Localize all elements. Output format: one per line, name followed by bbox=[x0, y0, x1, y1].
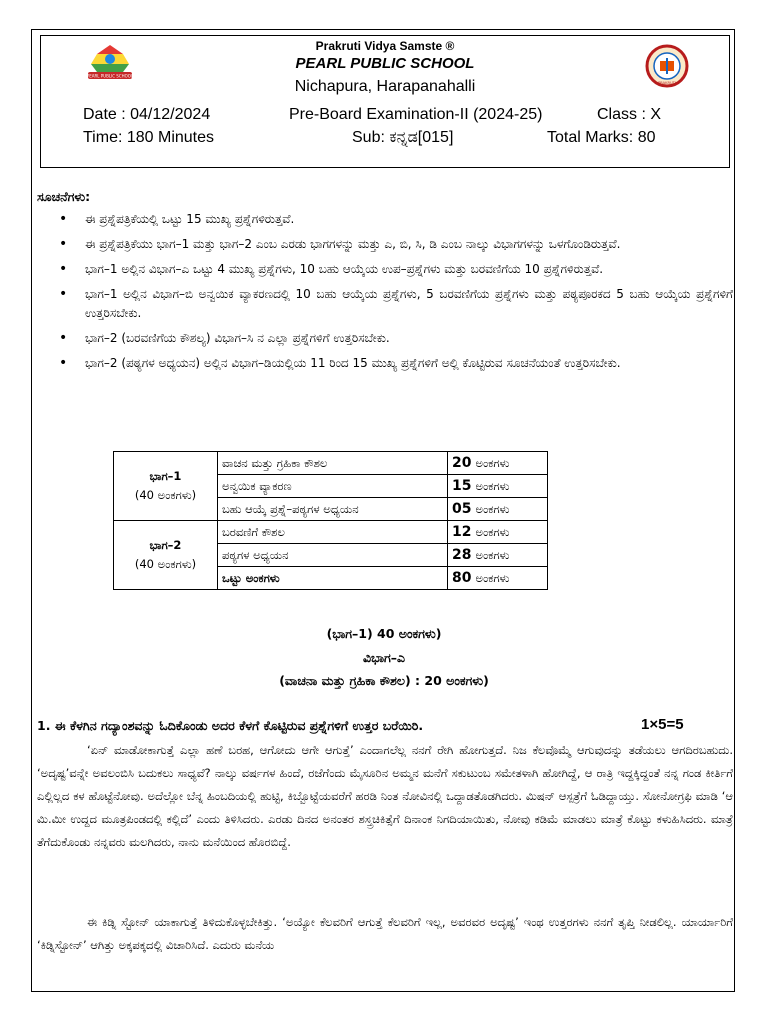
row-desc: ಬರವಣಿಗೆ ಕೌಶಲ bbox=[218, 521, 448, 544]
exam-class: Class : X bbox=[597, 106, 662, 123]
school-town: Nichapura, Harapanahalli bbox=[294, 78, 476, 95]
row-marks: 05 ಅಂಕಗಳು bbox=[448, 498, 548, 521]
instruction-item: • ಭಾಗ–1 ಅಲ್ಲಿನ ವಿಭಾಗ–ಎ ಒಟ್ಟು 4 ಮುಖ್ಯ ಪ್ರಶ್ನೆಗಳು, 10 ಬಹು ಆಯ್ಕೆಯ ಉಪ–ಪ್ರಶ್ನೆಗಳು ಮತ್ತು ಬರವಣಿಗೆಯ 10 ಪ್ರಶ್ನೆಗಳಿರುತ್ತವೆ. bbox=[37, 260, 733, 279]
question-1: 1. ಈ ಕೆಳಗಿನ ಗದ್ಯಾಂಶವನ್ನು ಓದಿಕೊಂಡು ಅದರ ಕೆಳಗೆ ಕೊಟ್ಟಿರುವ ಪ್ರಶ್ನೆಗಳಿಗೆ ಉತ್ತರ ಬರೆಯಿರಿ. bbox=[37, 718, 424, 733]
row-desc: ಬಹು ಆಯ್ಕೆ ಪ್ರಶ್ನೆ–ಪಠ್ಯಗಳ ಅಧ್ಯಯನ bbox=[218, 498, 448, 521]
instructions-list bbox=[37, 210, 733, 379]
division-heading: ವಿಭಾಗ–ಎ bbox=[362, 650, 406, 665]
instruction-item: • ಭಾಗ–2 (ಪಠ್ಯಗಳ ಅಧ್ಯಯನ) ಅಲ್ಲಿನ ವಿಭಾಗ–ಡಿಯಲ್ಲಿಯ 11 ರಿಂದ 15 ಮುಖ್ಯ ಪ್ರಶ್ನೆಗಳಿಗೆ ಅಲ್ಲಿ ಕೊಟ್ಟಿರುವ ಸೂಚನೆಯಂತೆ ಉತ್ತರಿಸಬೇಕು. bbox=[37, 354, 733, 373]
row-marks: 28 ಅಂಕಗಳು bbox=[448, 544, 548, 567]
row-desc: ವಾಚನ ಮತ್ತು ಗ್ರಹಿಕಾ ಕೌಶಲ bbox=[218, 452, 448, 475]
row-marks: 12 ಅಂಕಗಳು bbox=[448, 521, 548, 544]
passage-paragraph-1: ‘ಏನ್ ಮಾಡೋಕಾಗುತ್ತೆ ಎಲ್ಲಾ ಹಣೆ ಬರಹ, ಆಗೋದು ಆಗೇ ಆಗುತ್ತೆ’ ಎಂದಾಗಲೆಲ್ಲ ನನಗೆ ರೇಗಿ ಹೋಗುತ್ತದೆ. ನಿಜ ಕೆಲವೊಮ್ಮೆ ಆಗುವುದನ್ನು ತಡೆಯಲು ಆಗದಿರಬಹುದು. ‘ಅದೃಷ್ಟ’ವನ್ನೇ ಅವಲಂಬಿಸಿ ಬದುಕಲು ಸಾಧ್ಯವೆ? ನಾಲ್ಕು ವರ್ಷಗಳ ಹಿಂದೆ, ರಜೆಗೆಂದು ಮೈಸೂರಿನ ಅಮ್ಮನ ಮನೆಗೆ ಸಕುಟುಂಬ ಸಮೇತಳಾಗಿ ಹೋಗಿದ್ದೆ, ಆ ರಾತ್ರಿ ಇದ್ದಕ್ಕಿದ್ದಂತೆ ನನ್ನ ಗಂಡ ಕೀರ್ತಿಗೆ ಎಲ್ಲಿಲ್ಲದ ಕಳ ಹೊಟ್ಟೆನೋವು. ಅದೆಲ್ಲೋ ಬೆನ್ನ ಹಿಂಬದಿಯಲ್ಲಿ ಹುಟ್ಟಿ, ಕಿಬ್ಬೊಟ್ಟೆಯವರೆಗೆ ಹರಡಿ ನಿಂತ ನೋವಿನಲ್ಲಿ ಒದ್ದಾಡತೊಡಗಿದರು. ಮಿಷನ್ ಆಸ್ಪತ್ರೆಗೆ ಓಡಿದ್ದಾಯ್ತು. ಸೋನೋಗ್ರಫಿ ಮಾಡಿ ‘ಆ ಮಿ.ಮೀ ಉದ್ದದ ಮೂತ್ರಪಿಂಡದಲ್ಲಿ ಕಲ್ಲಿದೆ’ ಎಂದು ತಿಳಿಸಿದರು. ಎರಡು ದಿನದ ಅನಂತರ ಶಸ್ತ್ರಚಿಕಿತ್ಸೆಗೆ ದಿನಾಂಕ ನಿಗದಿಯಾಯಿತು, ನೋವು ಕಡಿಮೆ ಮಾಡಲು ಮಾತ್ರೆ ಕೊಟ್ಟು ಕಳುಹಿಸಿದರು. ಮಾತ್ರೆ ತೆಗೆದುಕೊಂಡು ನನ್ನವರು ಮಲಗಿದರು, ನಾನು ಮನೆಯಿಂದ ಹೊರಬಿದ್ದೆ. bbox=[37, 743, 733, 849]
school-name: PEARL PUBLIC SCHOOL bbox=[295, 55, 475, 72]
instruction-item: • ಭಾಗ–1 ಅಲ್ಲಿನ ವಿಭಾಗ–ಬಿ ಅನ್ವಯಿಕ ವ್ಯಾಕರಣದಲ್ಲಿ 10 ಬಹು ಆಯ್ಕೆಯ ಪ್ರಶ್ನೆಗಳು, 5 ಬರವಣಿಗೆಯ ಪ್ರಶ್ನೆಗಳು ಮತ್ತು ಪಠ್ಯಪೂರಕದ 5 ಬಹು ಆಯ್ಕೆಯ ಪ್ರಶ್ನೆಗಳಿಗೆ ಉತ್ತರಿಸಬೇಕು. bbox=[37, 285, 733, 323]
row-marks: 15 ಅಂಕಗಳು bbox=[448, 475, 548, 498]
part-marks: (40 ಅಂಕಗಳು) bbox=[134, 557, 197, 571]
instructions-title: ಸೂಚನೆಗಳು: bbox=[37, 189, 91, 204]
row-marks: 80 ಅಂಕಗಳು bbox=[448, 567, 548, 590]
row-desc: ಒಟ್ಟು ಅಂಕಗಳು bbox=[218, 567, 448, 590]
left-logo-text: PEARL PUBLIC SCHOOL bbox=[86, 73, 134, 79]
exam-subject: Sub: ಕನ್ನಡ[015] bbox=[352, 129, 454, 146]
part-name: ಭಾಗ–2 bbox=[149, 538, 182, 552]
exam-date: Date : 04/12/2024 bbox=[83, 106, 211, 123]
passage-paragraph-2: ಈ ಕಿಡ್ನಿ ಸ್ಟೋನ್ ಯಾಕಾಗುತ್ತೆ ತಿಳಿದುಕೊಳ್ಳಬೇಕಿತ್ತು. ‘ಅಯ್ಯೋ ಕೆಲವರಿಗೆ ಆಗುತ್ತೆ ಕೆಲವರಿಗೆ ಇಲ್ಲ, ಅವರವರ ಅದೃಷ್ಟ’ ಇಂಥ ಉತ್ತರಗಳು ನನಗೆ ತೃಪ್ತಿ ನೀಡಲಿಲ್ಲ. ಯಾರ್ಯಾರಿಗೆ ‘ಕಿಡ್ನಿಸ್ಟೋನ್’ ಆಗಿತ್ತು ಅಕ್ಕಪಕ್ಕದಲ್ಲಿ ವಿಚಾರಿಸಿದೆ. ಎದುರು ಮನೆಯ bbox=[37, 915, 733, 952]
exam-name: Pre-Board Examination-II (2024-25) bbox=[289, 106, 543, 123]
part-marks: (40 ಅಂಕಗಳು) bbox=[134, 488, 197, 502]
part-cell bbox=[114, 521, 218, 590]
instruction-item: • ಈ ಪ್ರಶ್ನೆಪತ್ರಿಕೆಯಲ್ಲಿ ಒಟ್ಟು 15 ಮುಖ್ಯ ಪ್ರಶ್ನೆಗಳಿರುತ್ತವೆ. bbox=[37, 210, 733, 229]
exam-time: Time: 180 Minutes bbox=[83, 129, 215, 146]
header-box bbox=[40, 35, 730, 168]
row-marks: 20 ಅಂಕಗಳು bbox=[448, 452, 548, 475]
table-row bbox=[114, 452, 548, 475]
part-cell bbox=[114, 452, 218, 521]
exam-total-marks: Total Marks: 80 bbox=[547, 129, 656, 146]
skill-heading: (ವಾಚನಾ ಮತ್ತು ಗ್ರಹಿಕಾ ಕೌಶಲ) : 20 ಅಂಕಗಳು) bbox=[279, 673, 489, 688]
part-heading: (ಭಾಗ–1) 40 ಅಂಕಗಳು) bbox=[326, 626, 442, 641]
right-logo-text: PRAKRUTI bbox=[658, 81, 676, 85]
samste-name: Prakruti Vidya Samste ® bbox=[315, 39, 455, 53]
row-desc: ಅನ್ವಯಿಕ ವ್ಯಾಕರಣ bbox=[218, 475, 448, 498]
part-name: ಭಾಗ–1 bbox=[149, 469, 182, 483]
instruction-item: • ಭಾಗ–2 (ಬರವಣಿಗೆಯ ಕೌಶಲ್ಯ) ವಿಭಾಗ–ಸಿ ನ ಎಲ್ಲಾ ಪ್ರಶ್ನೆಗಳಿಗೆ ಉತ್ತರಿಸಬೇಕು. bbox=[37, 329, 733, 348]
marks-distribution-table bbox=[113, 451, 548, 590]
question-1-marks: 1×5=5 bbox=[641, 716, 684, 733]
instruction-item: • ಈ ಪ್ರಶ್ನೆಪತ್ರಿಕೆಯು ಭಾಗ–1 ಮತ್ತು ಭಾಗ–2 ಎಂಬ ಎರಡು ಭಾಗಗಳನ್ನು ಮತ್ತು ಎ, ಬಿ, ಸಿ, ಡಿ ಎಂಬ ನಾಲ್ಕು ವಿಭಾಗಗಳನ್ನು ಒಳಗೊಂಡಿರುತ್ತವೆ. bbox=[37, 235, 733, 254]
school-logo-right bbox=[645, 44, 689, 88]
row-desc: ಪಠ್ಯಗಳ ಅಧ್ಯಯನ bbox=[218, 544, 448, 567]
table-row bbox=[114, 521, 548, 544]
